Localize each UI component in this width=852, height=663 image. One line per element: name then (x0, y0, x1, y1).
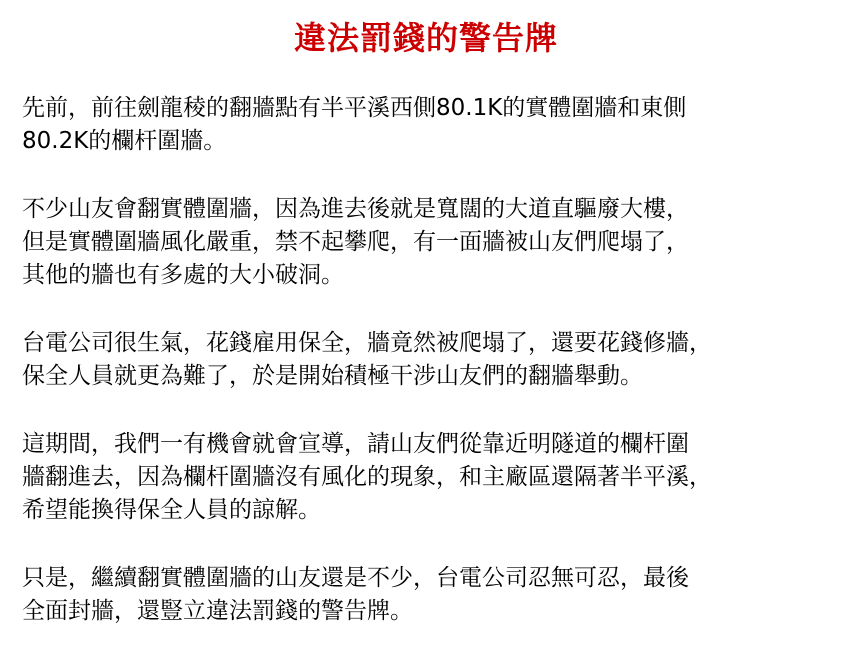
text-line: 不少山友會翻實體圍牆，因為進去後就是寬闊的大道直驅廢大樓， (22, 196, 689, 222)
text-line: 其他的牆也有多處的大小破洞。 (22, 262, 344, 288)
text-line: 這期間，我們一有機會就會宣導，請山友們從靠近明隧道的欄杆圍 (22, 431, 689, 457)
paragraph (22, 327, 837, 393)
text-line: 但是實體圍牆風化嚴重，禁不起攀爬，有一面牆被山友們爬塌了， (22, 229, 689, 255)
text-line: 保全人員就更為難了，於是開始積極干涉山友們的翻牆舉動。 (22, 363, 643, 389)
paragraph (22, 428, 837, 527)
article-body (22, 92, 837, 663)
paragraph (22, 92, 837, 158)
text-line: 牆翻進去，因為欄杆圍牆沒有風化的現象，和主廠區還隔著半平溪， (22, 464, 712, 490)
paragraph (22, 193, 837, 292)
text-line: 先前，前往劍龍稜的翻牆點有半平溪西側80.1K的實體圍牆和東側 (22, 95, 687, 121)
page-title: 違法罰錢的警告牌 (293, 19, 558, 57)
text-line: 80.2K的欄杆圍牆。 (22, 128, 227, 154)
text-line: 只是，繼續翻實體圍牆的山友還是不少，台電公司忍無可忍，最後 (22, 565, 689, 591)
paragraph (22, 562, 837, 628)
text-line: 台電公司很生氣，花錢雇用保全，牆竟然被爬塌了，還要花錢修牆， (22, 330, 712, 356)
text-line: 全面封牆，還豎立違法罰錢的警告牌。 (22, 598, 413, 624)
text-line: 希望能換得保全人員的諒解。 (22, 497, 321, 523)
